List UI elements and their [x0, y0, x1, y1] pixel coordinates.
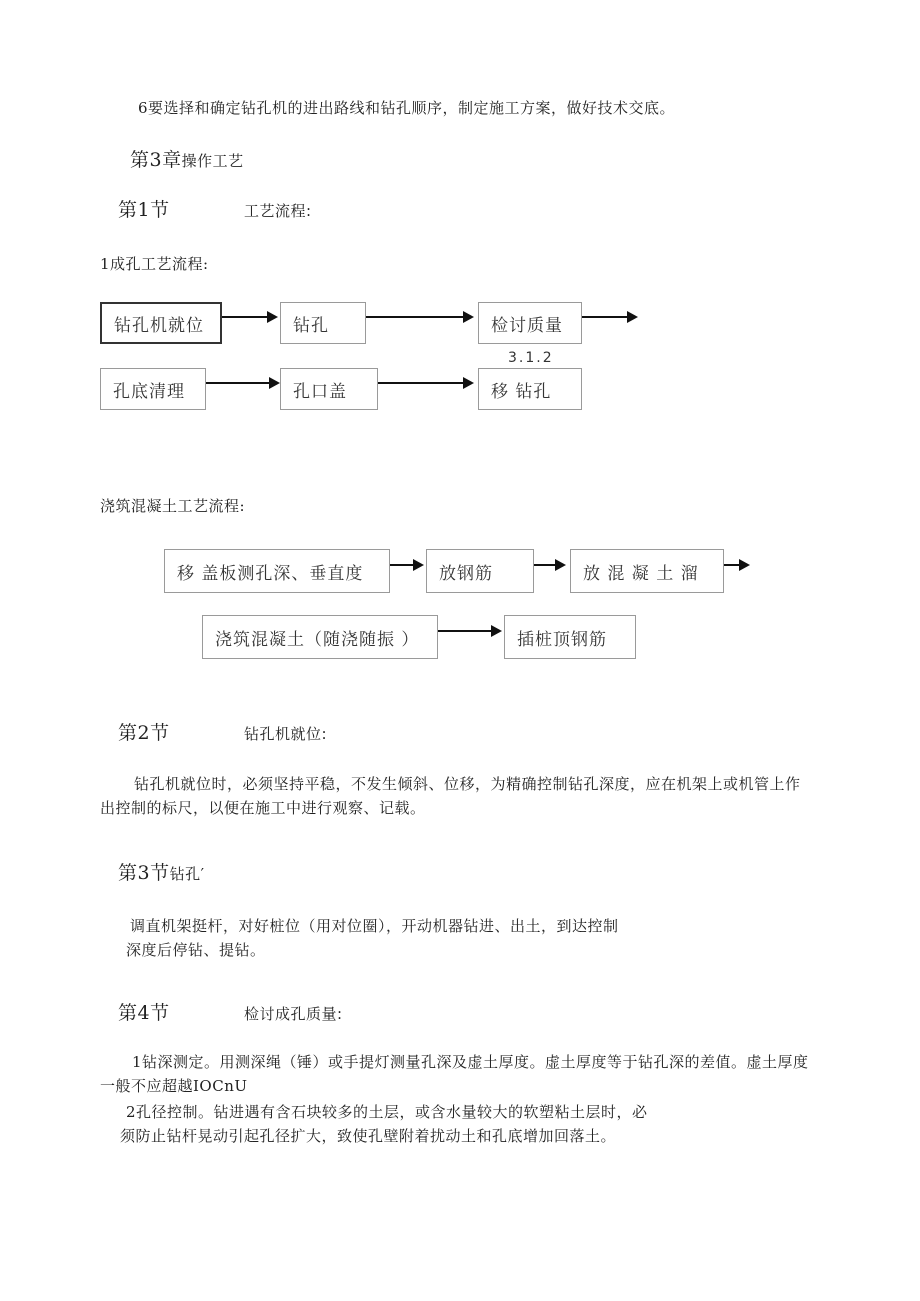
section-3-heading	[118, 858, 205, 885]
flow-arrow	[366, 316, 472, 318]
flow-arrow	[534, 564, 564, 566]
intro-item: 6要选择和确定钻孔机的进出路线和钻孔顺序，制定施工方案，做好技术交底。	[138, 99, 676, 117]
flow-box-move-cover-measure: 移 盖板测孔深、垂直度	[164, 549, 390, 593]
subheading-hole-process: 1成孔工艺流程:	[100, 255, 209, 273]
flow-box-pour-concrete: 浇筑混凝土（随浇随振 ）	[202, 615, 438, 659]
section-3-title: 钻孔′	[169, 865, 205, 883]
section-2-title: 钻孔机就位:	[244, 725, 328, 743]
flow-step-label: 3.1.2	[508, 350, 554, 366]
chapter-title: 操作工艺	[181, 152, 244, 170]
section-2-number: 第2节	[118, 722, 170, 744]
section-1-title: 工艺流程:	[244, 202, 312, 220]
section-2-paragraph-line2: 出控制的标尺，以便在施工中进行观察、记载。	[100, 799, 426, 817]
flow-box-place-rebar: 放钢筋	[426, 549, 534, 593]
chapter-heading	[130, 145, 244, 172]
section-2-paragraph-line1: 钻孔机就位时，必须坚持平稳，不发生倾斜、位移，为精确控制钻孔深度，应在机架上或机管上作	[134, 775, 801, 793]
flow-arrow	[390, 564, 422, 566]
section-4-item2-line2: 须防止钻杆晃动引起孔径扩大，致使孔壁附着扰动土和孔底增加回落土。	[120, 1127, 617, 1145]
subheading-concrete-process: 浇筑混凝土工艺流程:	[100, 497, 246, 515]
flow-box-drill-positioning: 钻孔机就位	[100, 302, 222, 344]
section-1-number: 第1节	[118, 199, 170, 221]
section-4-title: 检讨成孔质量:	[244, 1005, 343, 1023]
chapter-number: 第3章	[130, 149, 182, 171]
section-4-item1-line1: 1钻深测定。用测深绳（锤）或手提灯测量孔深及虚土厚度。虚土厚度等于钻孔深的差值。虚土厚度	[132, 1053, 809, 1071]
flow-arrow	[438, 630, 500, 632]
section-3-paragraph-line1: 调直机架挺杆，对好桩位（用对位圈），开动机器钻进、出土，到达控制	[130, 917, 619, 935]
section-3-paragraph-line2: 深度后停钻、提钻。	[126, 941, 266, 959]
flow-arrow	[378, 382, 472, 384]
flow-arrow	[582, 316, 636, 318]
section-4-item2-line1: 2孔径控制。钻进遇有含石块较多的土层，或含水量较大的软塑粘土层时，必	[126, 1103, 648, 1121]
flow-box-quality-check: 检讨质量	[478, 302, 582, 344]
section-3-number: 第3节	[118, 862, 170, 884]
flow-box-hole-bottom-clean: 孔底清理	[100, 368, 206, 410]
section-4-number: 第4节	[118, 1002, 170, 1024]
flow-arrow	[206, 382, 278, 384]
flow-box-move-drill: 移 钻孔	[478, 368, 582, 410]
flow-box-hole-cover: 孔口盖	[280, 368, 378, 410]
flow-box-drilling: 钻孔	[280, 302, 366, 344]
section-4-item1-line2: 一般不应超越IOCnU	[100, 1077, 248, 1095]
flow-box-place-concrete-chute: 放 混 凝 土 溜	[570, 549, 724, 593]
flow-box-insert-pile-top-rebar: 插桩顶钢筋	[504, 615, 636, 659]
flow-arrow	[724, 564, 748, 566]
flow-arrow	[222, 316, 276, 318]
